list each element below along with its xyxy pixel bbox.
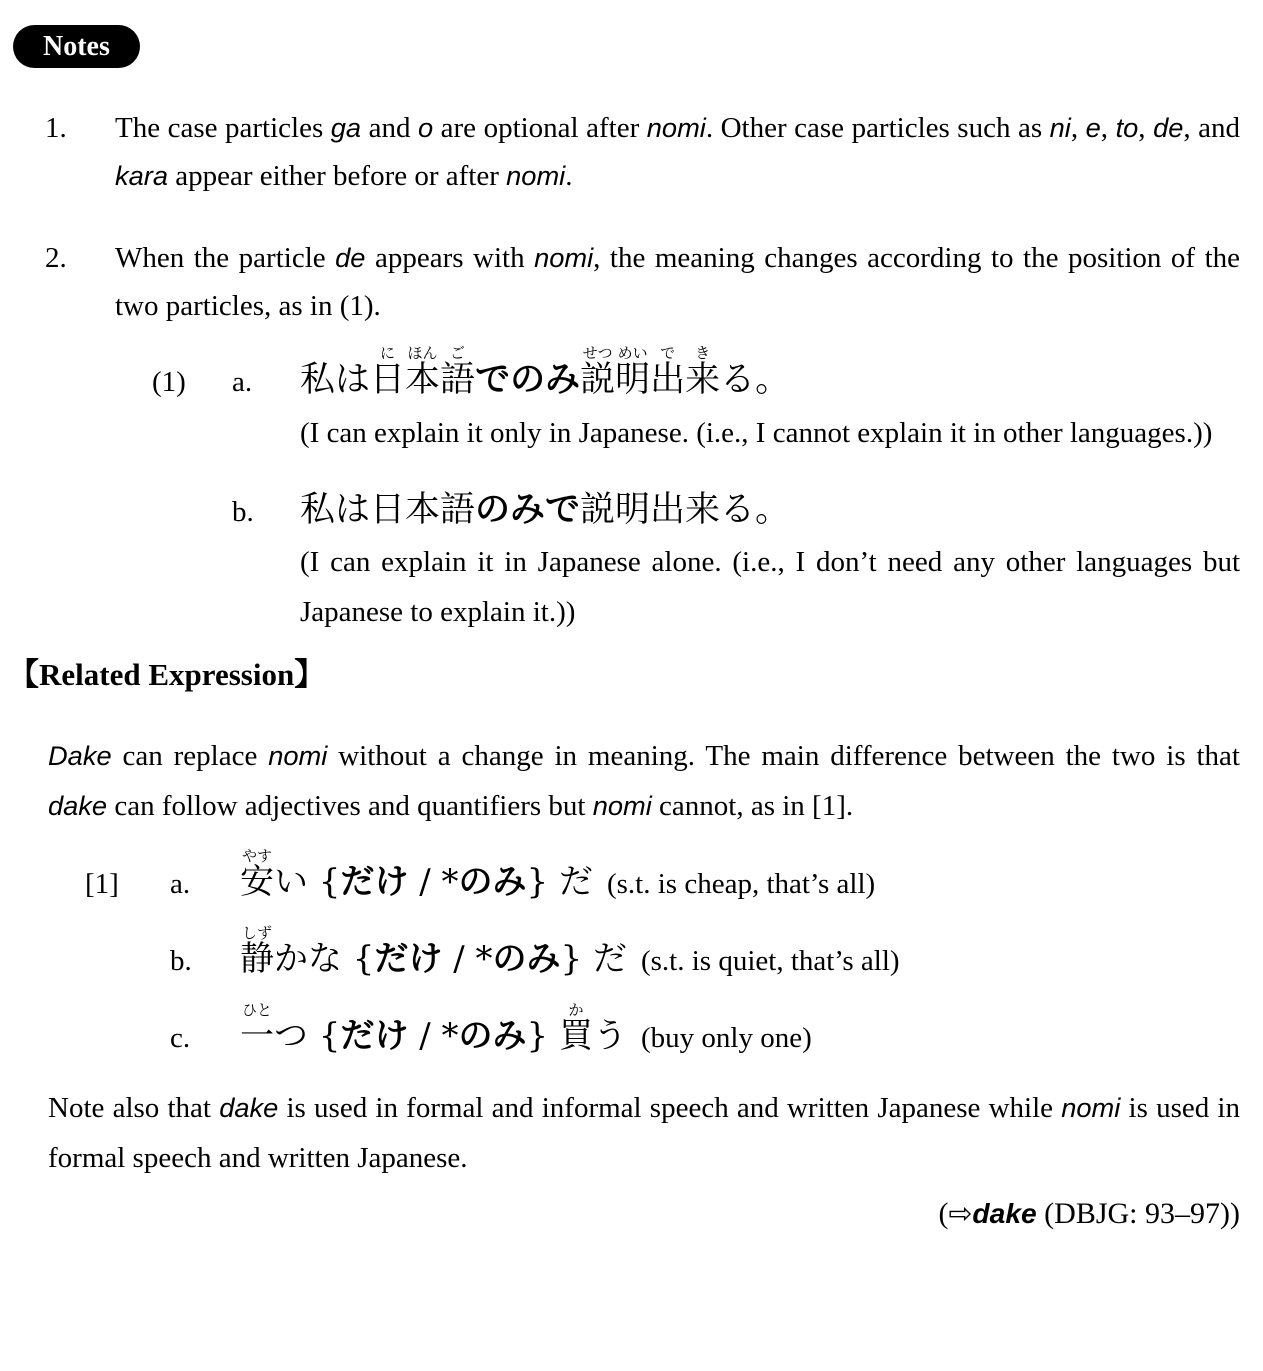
- bracket-example-b-letter: b.: [170, 945, 192, 978]
- note-number-2: 2.: [45, 242, 67, 274]
- example-1a-letter: a.: [232, 366, 253, 398]
- bracket-example-c-row: [85, 1001, 1240, 1058]
- bracket-example-c-japanese: 一ひとつ {だけ / *のみ} 買かう: [240, 1001, 627, 1057]
- example-1a-body: [300, 344, 1240, 458]
- bracket-example-c-body: [240, 1001, 1240, 1058]
- example-1b-japanese-sentence: 私は日本語のみで説明出来る。: [300, 489, 791, 530]
- example-1b-english-translation: (I can explain it in Japanese alone. (i.e., I don’t need any other languages but Japanese to explain it.)): [300, 546, 1240, 628]
- note-text-1: The case particles ga and o are optional after nomi. Other case particles such as ni, e, to, de, and kara appear either before or after nomi.: [115, 112, 1241, 192]
- notes-section-badge: [13, 25, 140, 68]
- bracket-example-b-gloss: (s.t. is quiet, that’s all): [640, 945, 900, 978]
- note-text-2: When the particle de appears with nomi, the meaning changes according to the position of the two particles, as in (1).: [115, 242, 1241, 322]
- bracket-example-c-letter: c.: [170, 1022, 191, 1055]
- bracket-example-a-japanese: 安やすい {だけ / *のみ} だ: [240, 847, 593, 902]
- example-1b-letter: b.: [232, 495, 254, 528]
- citation-line: (⇨dake (DBJG: 93–97)): [938, 1196, 1240, 1230]
- bracket-example-a-letter: a.: [170, 868, 191, 900]
- bracket-example-label: [1]: [85, 868, 119, 900]
- bracket-example-b-body: [240, 924, 1240, 981]
- example-1b-row: [152, 488, 1240, 638]
- bracket-example-a-body: [240, 847, 1240, 904]
- rightwards-arrow-icon: ⇨: [948, 1196, 973, 1230]
- citation-entry-name: dake: [972, 1196, 1037, 1229]
- example-1-block: [152, 344, 1240, 637]
- note-number-1: 1.: [45, 112, 67, 144]
- note-item-1: [45, 104, 1240, 200]
- example-1-label: (1): [152, 366, 186, 398]
- related-expression-heading: 【Related Expression】: [8, 657, 326, 692]
- related-expression-note: Note also that dake is used in formal and informal speech and written Japanese while nomi is used in formal speech and written Japanese.: [48, 1091, 1240, 1174]
- bracket-example-c-gloss: (buy only one): [640, 1022, 812, 1055]
- bracket-example-b-japanese: 静しずかな {だけ / *のみ} だ: [240, 924, 627, 980]
- example-1a-english-translation: (I can explain it only in Japanese. (i.e., I cannot explain it in other languages.)): [300, 416, 1213, 449]
- bracket-example-block: [85, 847, 1240, 1059]
- example-1b-body: [300, 488, 1240, 638]
- related-expression-intro: Dake can replace nomi without a change in meaning. The main difference between the two is that dake can follow adjectives and quantifiers but nomi cannot, as in [1].: [48, 740, 1240, 822]
- bracket-example-a-gloss: (s.t. is cheap, that’s all): [606, 868, 876, 900]
- note-item-2: [45, 234, 1240, 330]
- notes-badge-label: Notes: [43, 31, 110, 62]
- example-1a-japanese-sentence: 私は日に本ほん語ごでのみ説せつ明めい出で来きる。: [300, 344, 791, 400]
- bracket-example-b-row: [85, 924, 1240, 981]
- example-1a-row: [152, 344, 1240, 458]
- bracket-example-a-row: [85, 847, 1240, 904]
